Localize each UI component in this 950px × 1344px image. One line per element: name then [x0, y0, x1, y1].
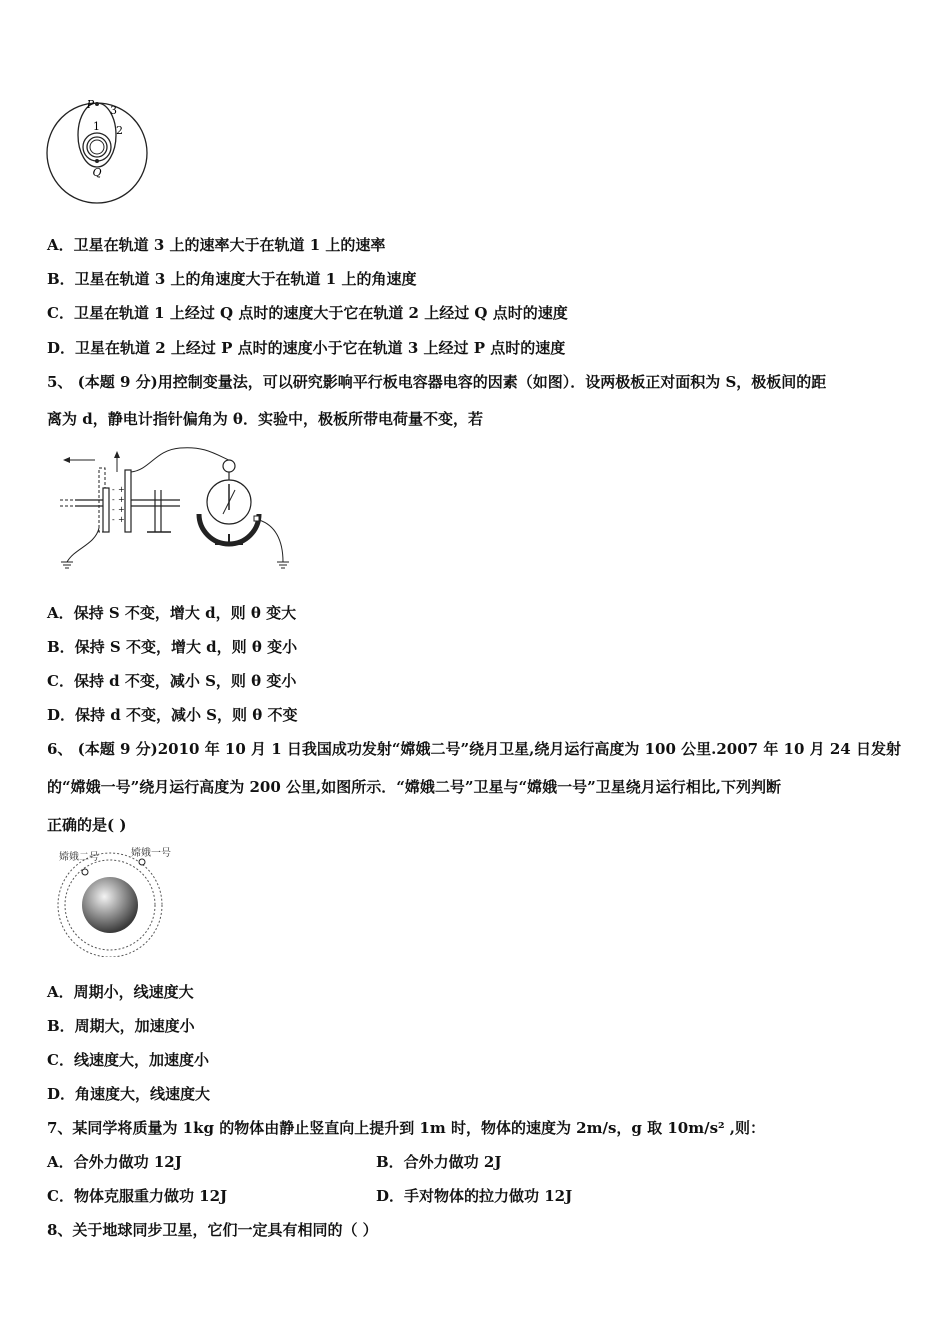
q5-option-c: C．保持 d 不变，减小 S，则 θ 变小 — [47, 672, 297, 690]
q5-option-a: A．保持 S 不变，增大 d，则 θ 变大 — [47, 604, 297, 622]
q7-option-b: B．合外力做功 2J — [376, 1153, 502, 1171]
svg-text:+: + — [118, 505, 125, 514]
svg-text:+: + — [118, 485, 125, 494]
label-p: P — [86, 98, 94, 111]
label-q: Q — [92, 166, 102, 179]
orbit-diagram — [44, 98, 154, 210]
capacitor-electrometer-diagram — [55, 440, 300, 578]
q6-option-a: A．周期小，线速度大 — [47, 983, 194, 1001]
q5-stem-line1: 5、 (本题 9 分)用控制变量法，可以研究影响平行板电容器电容的因素（如图）．设两极板正对面积为 S，极板间的距 — [47, 373, 827, 391]
label-orbit-3: 3 — [110, 104, 117, 117]
svg-text:-: - — [112, 515, 115, 524]
lunar-orbit-diagram — [55, 845, 190, 957]
q6-option-c: C．线速度大，加速度小 — [47, 1051, 209, 1069]
svg-text:-: - — [112, 505, 115, 514]
q7-option-c: C．物体克服重力做功 12J — [47, 1187, 228, 1205]
svg-text:-: - — [112, 495, 115, 504]
q4-option-d: D．卫星在轨道 2 上经过 P 点时的速度小于它在轨道 3 上经过 P 点时的速度 — [47, 339, 566, 357]
q5-option-d: D．保持 d 不变，减小 S，则 θ 不变 — [47, 706, 298, 724]
label-orbit-1: 1 — [93, 120, 100, 133]
svg-text:-: - — [112, 485, 115, 494]
svg-text:+: + — [118, 515, 125, 524]
q7-stem: 7、某同学将质量为 1kg 的物体由静止竖直向上提升到 1m 时，物体的速度为 2m/s，g 取 10m/s² ,则： — [47, 1119, 766, 1137]
q4-option-a: A．卫星在轨道 3 上的速率大于在轨道 1 上的速率 — [47, 236, 386, 254]
q8-stem: 8、关于地球同步卫星，它们一定具有相同的（ ） — [47, 1221, 378, 1239]
label-change-1: 嫦娥一号 — [131, 848, 171, 859]
q5-stem-line2: 离为 d，静电计指针偏角为 θ．实验中，极板所带电荷量不变，若 — [47, 410, 483, 428]
q6-option-d: D．角速度大，线速度大 — [47, 1085, 211, 1103]
q5-option-b: B．保持 S 不变，增大 d，则 θ 变小 — [47, 638, 298, 656]
q4-option-c: C．卫星在轨道 1 上经过 Q 点时的速度大于它在轨道 2 上经过 Q 点时的速度 — [47, 304, 568, 322]
q6-stem-line3: 正确的是( ) — [47, 816, 127, 834]
q4-option-b: B．卫星在轨道 3 上的角速度大于在轨道 1 上的角速度 — [47, 270, 417, 288]
q7-option-a: A．合外力做功 12J — [47, 1153, 182, 1171]
q6-option-b: B．周期大，加速度小 — [47, 1017, 195, 1035]
q6-stem-line1: 6、 (本题 9 分)2010 年 10 月 1 日我国成功发射“嫦娥二号”绕月卫星,绕月运行高度为 100 公里.2007 年 10 月 24 日发射 — [47, 740, 901, 758]
q7-option-d: D．手对物体的拉力做功 12J — [376, 1187, 573, 1205]
label-change-2: 嫦娥二号 — [59, 852, 99, 863]
svg-text:+: + — [118, 495, 125, 504]
q6-stem-line2: 的“嫦娥一号”绕月运行高度为 200 公里,如图所示．“嫦娥二号”卫星与“嫦娥一号”卫星绕月运行相比,下列判断 — [47, 778, 781, 796]
label-orbit-2: 2 — [116, 124, 123, 137]
